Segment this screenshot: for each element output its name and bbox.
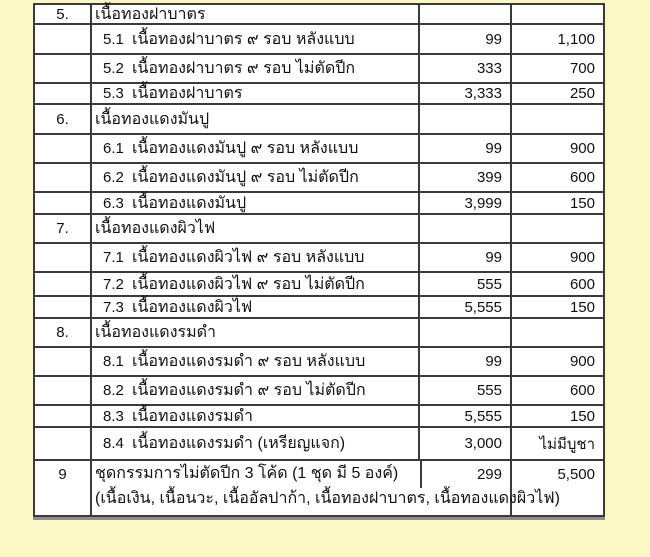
code-count-cell xyxy=(420,84,512,103)
code-count: 99 xyxy=(485,140,502,157)
price-cell xyxy=(512,244,603,271)
row-number-cell xyxy=(35,428,92,459)
description-cell xyxy=(92,297,420,317)
code-count-cell xyxy=(420,25,512,53)
item-number: 8.3 xyxy=(103,407,124,425)
price-cell xyxy=(512,297,603,317)
row-8-4 xyxy=(35,428,603,461)
item-number: 8.1 xyxy=(103,353,124,370)
price: 900 xyxy=(569,353,595,370)
row-number-cell xyxy=(35,244,92,271)
price: 5,500 xyxy=(557,466,595,483)
code-count-cell xyxy=(420,135,512,162)
code-count-cell xyxy=(420,105,512,133)
code-count: 99 xyxy=(485,30,502,48)
row-number-cell xyxy=(35,273,92,295)
description-cell xyxy=(92,428,420,459)
row-8-2 xyxy=(35,377,603,406)
price-cell xyxy=(512,105,603,133)
code-count: 5,555 xyxy=(464,298,502,316)
description-text: เนื้อทองแดงมันปู xyxy=(132,194,247,212)
price: 150 xyxy=(569,407,595,425)
row-5-1 xyxy=(35,25,603,55)
code-count-cell xyxy=(420,377,512,404)
item-number: 6.3 xyxy=(103,194,124,212)
row-6-3 xyxy=(35,193,603,215)
description-cell xyxy=(92,348,420,375)
row-number-cell xyxy=(35,348,92,375)
price: 150 xyxy=(569,298,595,316)
price: 250 xyxy=(569,85,595,102)
description-text: เนื้อทองแดงผิวไฟ xyxy=(95,220,216,237)
description-cell xyxy=(92,193,420,213)
description-text: เนื้อทองแดงมันปู ๙ รอบ ไม่ตัดปีก xyxy=(132,169,359,186)
code-count-cell xyxy=(420,428,512,459)
description-text: เนื้อทองฝาบาตร xyxy=(132,85,243,102)
row-number-cell xyxy=(35,164,92,191)
price-cell xyxy=(512,215,603,242)
price-cell xyxy=(512,273,603,295)
code-count-cell xyxy=(420,215,512,242)
price-cell xyxy=(512,193,603,213)
description-cell xyxy=(92,164,420,191)
description-cell xyxy=(92,55,420,82)
row-6-2 xyxy=(35,164,603,193)
code-count-cell xyxy=(420,164,512,191)
price: 700 xyxy=(569,60,595,77)
code-count-cell xyxy=(420,193,512,213)
item-number: 7.3 xyxy=(103,298,124,316)
price-cell xyxy=(512,319,603,346)
row-7-3 xyxy=(35,297,603,319)
row-5-3 xyxy=(35,84,603,105)
description-line-2: (เนื้อเงิน, เนื้อนวะ, เนื้ออัลปาก้า, เนื้อทองฝาบาตร, เนื้อทองแดงผิวไฟ) xyxy=(95,490,560,507)
row-6-header xyxy=(35,105,603,135)
code-count-cell xyxy=(420,319,512,346)
row-number-cell xyxy=(35,377,92,404)
row-7-1 xyxy=(35,244,603,273)
row-7-header xyxy=(35,215,603,244)
code-count: 333 xyxy=(476,60,502,77)
partial-column-divider xyxy=(420,461,422,488)
price: 150 xyxy=(569,194,595,212)
code-count: 399 xyxy=(476,169,502,186)
description-text: เนื้อทองแดงรมดำ xyxy=(132,407,254,425)
description-cell xyxy=(92,135,420,162)
code-count-cell xyxy=(420,297,512,317)
description-cell xyxy=(92,244,420,271)
item-number: 8.2 xyxy=(103,382,124,399)
description-text: เนื้อทองแดงผิวไฟ ๙ รอบ ไม่ตัดปีก xyxy=(132,275,365,293)
code-count: 555 xyxy=(476,275,502,293)
description-cell xyxy=(92,273,420,295)
description-text: เนื้อทองฝาบาตร ๙ รอบ หลังแบบ xyxy=(132,30,355,48)
description-text: เนื้อทองฝาบาตร xyxy=(95,5,206,23)
description-cell xyxy=(92,215,420,242)
price-cell xyxy=(512,406,603,426)
row-7-2 xyxy=(35,273,603,297)
row-8-header xyxy=(35,319,603,348)
price-cell xyxy=(512,5,603,23)
description-cell xyxy=(92,377,420,404)
row-number-cell xyxy=(35,135,92,162)
code-count: 5,555 xyxy=(464,407,502,425)
description-cell xyxy=(92,105,420,133)
price: 600 xyxy=(569,382,595,399)
price-cell xyxy=(512,135,603,162)
description-line-1: ชุดกรรมการไม่ตัดปีก 3 โค้ด (1 ชุด มี 5 องค์) xyxy=(95,465,399,482)
price-table xyxy=(33,3,605,517)
price-cell xyxy=(512,84,603,103)
item-number: 6.2 xyxy=(103,169,124,186)
row-8-3 xyxy=(35,406,603,428)
row-number-cell xyxy=(35,461,92,515)
description-text: เนื้อทองแดงรมดำ xyxy=(95,324,217,341)
code-count: 3,333 xyxy=(464,85,502,102)
description-text: เนื้อทองแดงรมดำ ๙ รอบ ไม่ตัดปีก xyxy=(132,382,366,399)
row-9 xyxy=(35,461,603,515)
row-number-cell xyxy=(35,105,92,133)
row-number-cell xyxy=(35,25,92,53)
row-number-cell xyxy=(35,215,92,242)
price-cell xyxy=(512,377,603,404)
description-text: เนื้อทองแดงรมดำ ๙ รอบ หลังแบบ xyxy=(132,353,366,370)
code-count-cell xyxy=(420,273,512,295)
price: 900 xyxy=(569,140,595,157)
price-cell xyxy=(512,428,603,459)
code-count: 3,000 xyxy=(464,435,502,452)
code-count-cell xyxy=(420,5,512,23)
code-count-cell xyxy=(420,348,512,375)
price: ไม่มีบูชา xyxy=(539,435,595,453)
row-5-2 xyxy=(35,55,603,84)
description-text: เนื้อทองฝาบาตร ๙ รอบ ไม่ตัดปีก xyxy=(132,60,356,77)
item-number: 5.2 xyxy=(103,60,124,77)
price: 1,100 xyxy=(557,30,595,48)
price-cell xyxy=(512,25,603,53)
code-count-cell xyxy=(420,406,512,426)
description-text: เนื้อทองแดงผิวไฟ xyxy=(132,298,253,316)
description-cell xyxy=(92,84,420,103)
code-count: 99 xyxy=(485,249,502,266)
row-number-cell xyxy=(35,55,92,82)
price-cell xyxy=(512,164,603,191)
item-number: 5.1 xyxy=(103,30,124,48)
description-text: เนื้อทองแดงรมดำ (เหรียญแจก) xyxy=(132,435,346,452)
item-number: 6.1 xyxy=(103,140,124,157)
row-number: 9 xyxy=(58,466,67,483)
row-number-cell xyxy=(35,406,92,426)
item-number: 8.4 xyxy=(103,435,124,452)
row-8-1 xyxy=(35,348,603,377)
row-number: 7. xyxy=(56,220,69,237)
item-number: 7.1 xyxy=(103,249,124,266)
row-6-1 xyxy=(35,135,603,164)
row-number-cell xyxy=(35,84,92,103)
item-number: 5.3 xyxy=(103,85,124,102)
row-number: 5. xyxy=(56,5,69,23)
description-cell xyxy=(92,406,420,426)
row-number: 6. xyxy=(56,110,69,128)
row-5-header xyxy=(35,5,603,25)
price: 600 xyxy=(569,275,595,293)
description-text: เนื้อทองแดงมันปู xyxy=(95,110,210,128)
price-cell xyxy=(512,348,603,375)
description-cell xyxy=(92,25,420,53)
row-number-cell xyxy=(35,319,92,346)
price-cell xyxy=(512,55,603,82)
code-count-cell xyxy=(420,244,512,271)
code-count: 299 xyxy=(476,466,502,483)
description-text: เนื้อทองแดงมันปู ๙ รอบ หลังแบบ xyxy=(132,140,359,157)
code-count: 99 xyxy=(485,353,502,370)
code-count: 555 xyxy=(476,382,502,399)
row-number-cell xyxy=(35,5,92,23)
price: 900 xyxy=(569,249,595,266)
description-cell xyxy=(92,319,420,346)
price: 600 xyxy=(569,169,595,186)
item-number: 7.2 xyxy=(103,275,124,293)
code-count: 3,999 xyxy=(464,194,502,212)
row-number: 8. xyxy=(56,324,69,341)
code-count-cell xyxy=(420,55,512,82)
description-text: เนื้อทองแดงผิวไฟ ๙ รอบ หลังแบบ xyxy=(132,249,365,266)
row-number-cell xyxy=(35,193,92,213)
description-cell xyxy=(92,5,420,23)
row-number-cell xyxy=(35,297,92,317)
